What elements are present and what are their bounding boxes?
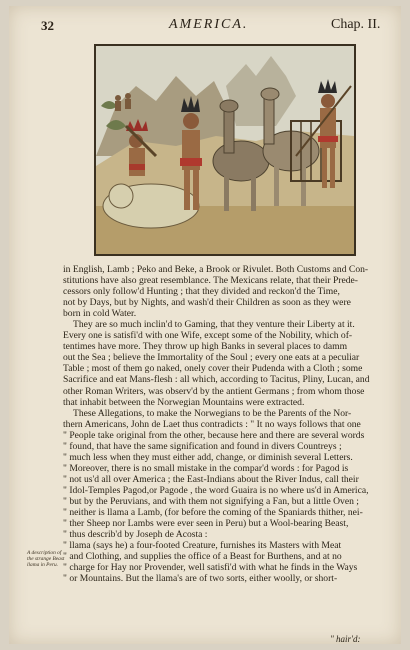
text-line: " not us'd all over America ; the East-Indians about the River Indus, call their [63, 473, 359, 485]
engraving-plate [94, 44, 356, 256]
book-page [9, 6, 401, 644]
text-line: " neither is llama a Lamb, (for before the coming of the Spaniards thither, nei- [63, 507, 363, 519]
text-line: Every one is satisfi'd with one Wife, except some of the Nobility, which of- [63, 330, 353, 342]
text-line: tentimes have more. They throw up high Banks in several places to damm [63, 341, 348, 353]
chapter-label: Chap. II. [331, 17, 381, 32]
body-text [63, 264, 373, 584]
text-line: " much less when they must either add, change, or diminish several Letters. [63, 451, 353, 463]
margin-note: A description of the strange Beast llama in Peru. [27, 550, 65, 568]
text-line: Sacrifice and eat Mans-flesh : all which, according to Tacitus, Pliny, Lucan, and [63, 374, 370, 386]
page-header [9, 6, 401, 34]
text-line: " but by the Peruvians, and with them not signifying a Fan, but a little Oven ; [63, 495, 359, 507]
text-line: not by Days, but by Nights, and wash'd their Children as soon as they were [63, 297, 351, 309]
running-head: AMERICA. [169, 17, 249, 32]
text-line: born in cold Water. [63, 308, 137, 320]
text-line: They are so much inclin'd to Gaming, that they venture their Liberty at it. [73, 319, 355, 331]
text-line: " found, that have the same signification and found in divers Countreys ; [63, 440, 342, 452]
page-number: 32 [41, 18, 54, 33]
text-line: " Idol-Temples Pagod,or Pagode , the word Guaira is no where us'd in America, [63, 484, 369, 496]
text-line: " Moreover, there is no small mistake in the compar'd words : for Pagod is [63, 462, 349, 474]
text-line: other Roman Writers, was observ'd by the antient Germans ; from whom those [63, 385, 365, 397]
text-line: " charge for Hay nor Provender, well satisfi'd with what he finds in the Ways [63, 562, 358, 574]
engraving-llama-hunters-icon [96, 46, 354, 254]
text-line: These Allegations, to make the Norwegians to be the Parents of the Nor- [73, 407, 352, 419]
text-line: " thus describ'd by Joseph de Acosta : [63, 529, 208, 541]
text-line: " or Mountains. But the llama's are of two sorts, either woolly, or short- [63, 573, 338, 585]
text-line: that inhabit between the Norwegian Mountains were extracted. [63, 396, 305, 408]
text-line: stitutions have also great resemblance. The Mexicans relate, that their Prede- [63, 275, 358, 287]
text-line: " People take original from the other, because here and there are several words [63, 429, 365, 441]
text-line: out the Sea ; believe the Immortality of the Soul ; every one eats at a peculiar [63, 352, 360, 364]
catchword: " hair'd: [330, 634, 361, 644]
text-line: Table ; most of them go naked, onely cover their Pudenda with a Cloth ; some [63, 363, 363, 375]
text-line: " ther Sheep nor Lambs were ever seen in Peru) but a Wool-bearing Beast, [63, 518, 349, 530]
text-line: " and Clothing, and supplies the office of a Beast for Burthens, and at no [63, 551, 342, 563]
text-line: cessors only follow'd Hunting ; that they divided and reckon'd the Time, [63, 286, 340, 298]
text-line: in English, Lamb ; Peko and Beke, a Brook or Rivulet. Both Customs and Con- [63, 264, 369, 275]
text-line: " llama (says he) a four-footed Creature, furnishes its Masters with Meat [63, 540, 342, 552]
text-line: thern Americans, John de Laet thus contradicts : " It no ways follows that one [63, 418, 361, 430]
